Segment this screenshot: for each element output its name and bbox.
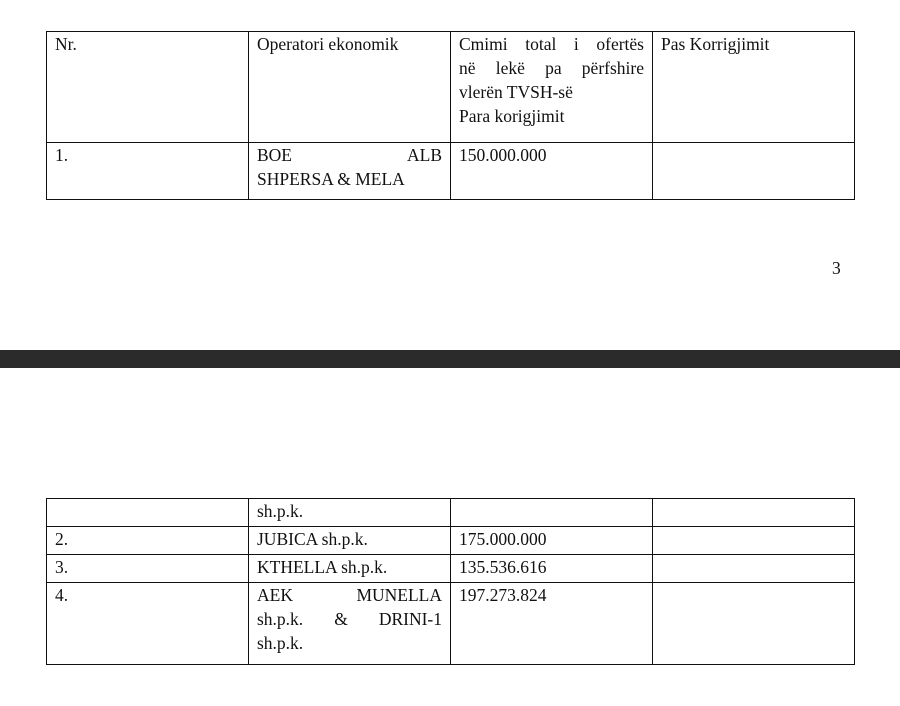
cell-after bbox=[653, 583, 855, 665]
cell-operator bbox=[249, 583, 451, 665]
table-row bbox=[47, 499, 855, 527]
table-row bbox=[47, 555, 855, 583]
cell-price: 175.000.000 bbox=[451, 527, 653, 555]
header-price-line: në lekë pa përfshire bbox=[459, 58, 644, 78]
header-operator: Operatori ekonomik bbox=[249, 32, 451, 143]
page-number: 3 bbox=[832, 258, 841, 278]
operator-line: AEK MUNELLA bbox=[257, 585, 442, 605]
operator-line: BOE ALB bbox=[257, 145, 442, 165]
offers-table-part-1 bbox=[46, 31, 855, 200]
offers-table-part-2 bbox=[46, 498, 855, 665]
operator-line: SHPERSA & MELA bbox=[257, 169, 405, 189]
cell-operator: KTHELLA sh.p.k. bbox=[249, 555, 451, 583]
cell-after bbox=[653, 143, 855, 200]
table-row bbox=[47, 143, 855, 200]
cell-nr bbox=[47, 499, 249, 527]
cell-after bbox=[653, 499, 855, 527]
header-nr: Nr. bbox=[47, 32, 249, 143]
cell-nr: 3. bbox=[47, 555, 249, 583]
operator-line: sh.p.k. bbox=[257, 633, 304, 653]
header-price bbox=[451, 32, 653, 143]
cell-price: 135.536.616 bbox=[451, 555, 653, 583]
cell-after bbox=[653, 555, 855, 583]
header-price-line: Para korigjimit bbox=[459, 106, 565, 126]
cell-nr: 1. bbox=[47, 143, 249, 200]
table-row bbox=[47, 583, 855, 665]
cell-price: 197.273.824 bbox=[451, 583, 653, 665]
document-page-bottom bbox=[0, 368, 900, 706]
operator-line: sh.p.k. & DRINI-1 bbox=[257, 609, 442, 629]
cell-nr: 4. bbox=[47, 583, 249, 665]
header-price-line: Cmimi total i ofertës bbox=[459, 34, 644, 54]
header-price-line: vlerën TVSH-së bbox=[459, 82, 573, 102]
header-after-correction: Pas Korrigjimit bbox=[653, 32, 855, 143]
cell-nr: 2. bbox=[47, 527, 249, 555]
table-row bbox=[47, 527, 855, 555]
cell-operator bbox=[249, 143, 451, 200]
cell-after bbox=[653, 527, 855, 555]
cell-price bbox=[451, 499, 653, 527]
cell-operator: sh.p.k. bbox=[249, 499, 451, 527]
table-header-row bbox=[47, 32, 855, 143]
document-page-top bbox=[0, 0, 900, 350]
cell-operator: JUBICA sh.p.k. bbox=[249, 527, 451, 555]
cell-price: 150.000.000 bbox=[451, 143, 653, 200]
page-separator bbox=[0, 350, 900, 368]
